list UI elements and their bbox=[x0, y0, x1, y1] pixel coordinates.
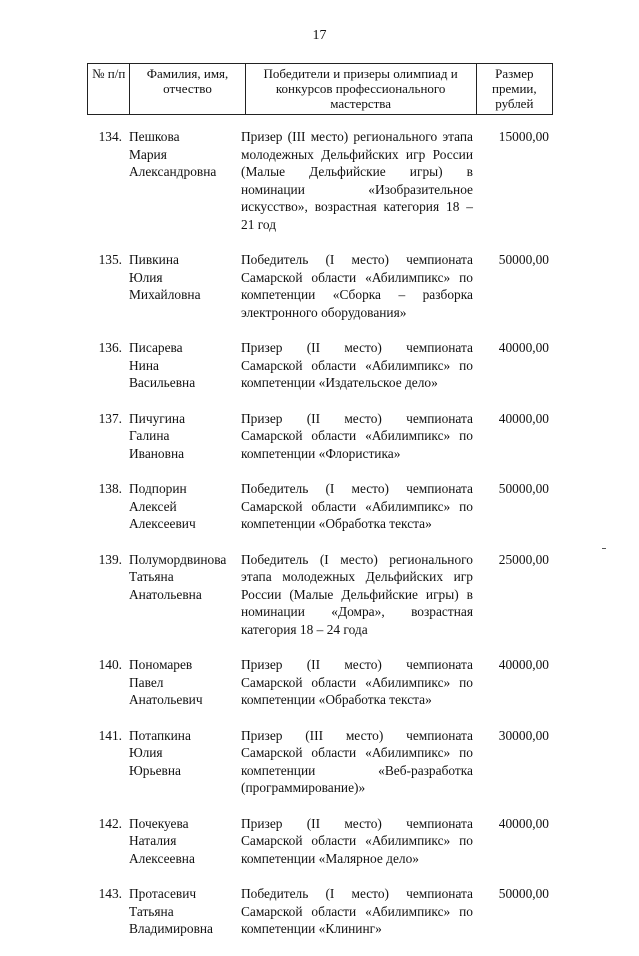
row-description: Призер (III место) регионального этапа молодежных Дельфийских игр России (Малые Дельфийские игры) в номинации «Изобразительное искусство», возрастная категория 18 – 21 год bbox=[241, 129, 473, 232]
patronymic: Алексеевич bbox=[129, 516, 196, 531]
surname: Пешкова bbox=[129, 129, 180, 144]
row-number: 135. bbox=[98, 252, 122, 267]
row-name bbox=[129, 339, 241, 392]
header-description: Победители и призеры олимпиад и конкурсов профессионального мастерства bbox=[245, 64, 476, 115]
patronymic: Анатольевна bbox=[129, 586, 202, 602]
patronymic: Ивановна bbox=[129, 445, 185, 461]
row-name bbox=[129, 480, 241, 533]
scan-mark bbox=[602, 548, 606, 549]
row-name bbox=[129, 656, 241, 709]
surname: Подпорин bbox=[129, 481, 187, 496]
row-description: Призер (II место) чемпионата Самарской области «Абилимпикс» по компетенции «Малярное дело» bbox=[241, 815, 473, 866]
row-number: 139. bbox=[98, 551, 122, 567]
row-name bbox=[129, 251, 241, 321]
table-row bbox=[87, 410, 553, 463]
patronymic: Алексеевна bbox=[129, 850, 195, 866]
row-name bbox=[129, 410, 241, 463]
row-description: Призер (III место) чемпионата Самарской области «Абилимпикс» по компетенции «Веб-разработка (программирование)» bbox=[241, 727, 473, 795]
row-number: 143. bbox=[98, 886, 122, 901]
surname: Почекуева bbox=[129, 815, 189, 831]
patronymic: Анатольевич bbox=[129, 692, 203, 707]
row-name bbox=[129, 727, 241, 797]
first-name: Галина bbox=[129, 428, 170, 443]
row-amount: 50000,00 bbox=[498, 886, 549, 901]
row-description: Победитель (I место) регионального этапа молодежных Дельфийских игр России (Малые Дельфийские игры) в номинации «Домра», возрастная категория 18 – 24 года bbox=[241, 551, 473, 637]
table-row bbox=[87, 656, 553, 709]
table-row bbox=[87, 727, 553, 797]
row-amount: 40000,00 bbox=[498, 340, 549, 355]
row-amount: 30000,00 bbox=[498, 727, 549, 743]
row-number: 138. bbox=[98, 481, 122, 496]
table-row bbox=[87, 128, 553, 233]
row-name bbox=[129, 128, 241, 233]
first-name: Юлия bbox=[129, 745, 163, 760]
surname: Потапкина bbox=[129, 727, 191, 743]
table-row bbox=[87, 339, 553, 392]
patronymic: Владимировна bbox=[129, 921, 213, 936]
row-amount: 15000,00 bbox=[498, 129, 549, 144]
table-header bbox=[87, 63, 553, 115]
row-description: Победитель (I место) чемпионата Самарской области «Абилимпикс» по компетенции «Обработка текста» bbox=[241, 481, 473, 531]
header-name: Фамилия, имя, отчество bbox=[130, 64, 245, 115]
header-num: № п/п bbox=[88, 64, 130, 115]
table-row bbox=[87, 885, 553, 938]
row-name bbox=[129, 885, 241, 938]
patronymic: Васильевна bbox=[129, 375, 196, 390]
row-description: Призер (II место) чемпионата Самарской области «Абилимпикс» по компетенции «Обработка текста» bbox=[241, 657, 473, 707]
page-number: 17 bbox=[312, 28, 327, 43]
first-name: Юлия bbox=[129, 269, 163, 285]
first-name: Татьяна bbox=[129, 569, 174, 584]
row-name bbox=[129, 815, 241, 868]
row-amount: 25000,00 bbox=[498, 551, 549, 567]
surname: Пивкина bbox=[129, 252, 179, 267]
row-amount: 40000,00 bbox=[498, 815, 549, 831]
surname: Пичугина bbox=[129, 410, 186, 426]
header-amount: Размер премии, рублей bbox=[476, 64, 552, 115]
row-number: 142. bbox=[98, 815, 122, 831]
surname: Полумордвинова bbox=[129, 551, 227, 567]
first-name: Алексей bbox=[129, 498, 177, 514]
patronymic: Александровна bbox=[129, 164, 217, 179]
table-row bbox=[87, 480, 553, 533]
row-description: Победитель (I место) чемпионата Самарской области «Абилимпикс» по компетенции «Сборка – разборка электронного оборудования» bbox=[241, 252, 473, 320]
row-number: 136. bbox=[98, 340, 122, 355]
row-number: 134. bbox=[98, 129, 122, 144]
row-amount: 50000,00 bbox=[498, 252, 549, 267]
first-name: Нина bbox=[129, 357, 159, 373]
row-description: Победитель (I место) чемпионата Самарской области «Абилимпикс» по компетенции «Клининг» bbox=[241, 886, 473, 936]
surname: Писарева bbox=[129, 340, 183, 355]
row-name bbox=[129, 551, 241, 639]
row-number: 137. bbox=[98, 410, 122, 426]
table-row bbox=[87, 551, 553, 639]
row-number: 140. bbox=[98, 657, 122, 672]
first-name: Мария bbox=[129, 146, 167, 162]
patronymic: Михайловна bbox=[129, 287, 201, 302]
table-row bbox=[87, 815, 553, 868]
patronymic: Юрьевна bbox=[129, 762, 181, 778]
row-amount: 40000,00 bbox=[498, 657, 549, 672]
table-row bbox=[87, 251, 553, 321]
row-amount: 50000,00 bbox=[498, 481, 549, 496]
first-name: Павел bbox=[129, 674, 164, 690]
row-description: Призер (II место) чемпионата Самарской области «Абилимпикс» по компетенции «Флористика» bbox=[241, 410, 473, 461]
table-body bbox=[87, 128, 553, 956]
surname: Пономарев bbox=[129, 657, 193, 672]
first-name: Татьяна bbox=[129, 903, 174, 919]
first-name: Наталия bbox=[129, 833, 177, 848]
row-number: 141. bbox=[98, 727, 122, 743]
row-amount: 40000,00 bbox=[498, 410, 549, 426]
surname: Протасевич bbox=[129, 886, 197, 901]
row-description: Призер (II место) чемпионата Самарской области «Абилимпикс» по компетенции «Издательское дело» bbox=[241, 340, 473, 390]
